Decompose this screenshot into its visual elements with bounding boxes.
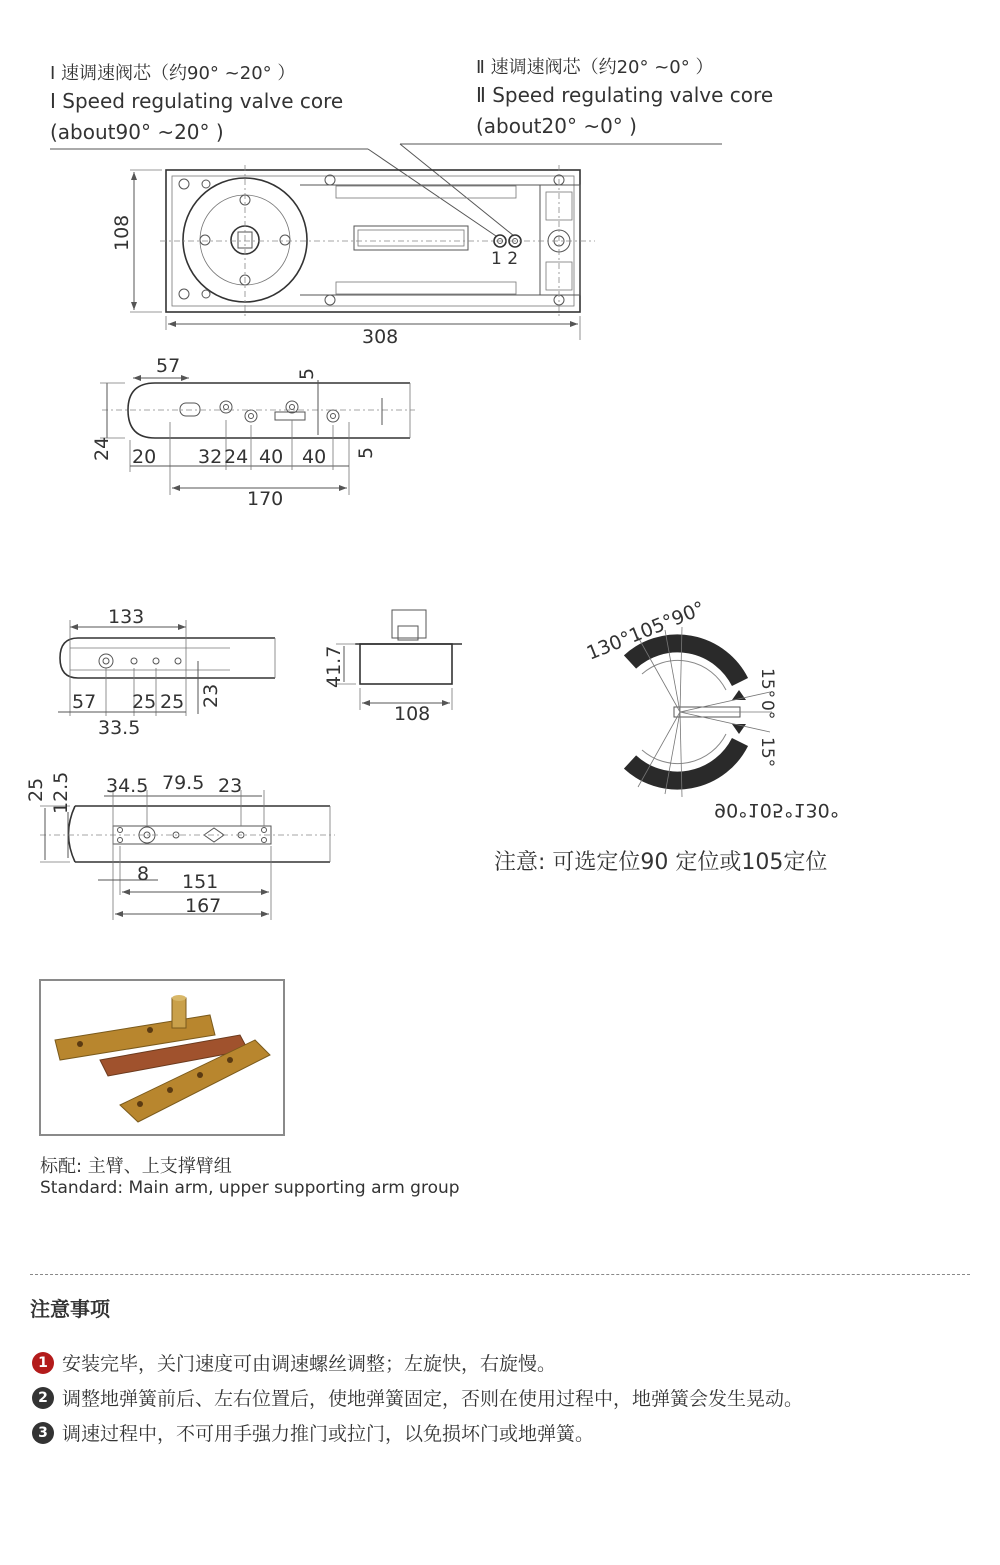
dim-main-height: 108 — [111, 214, 133, 251]
dim-arm-25a: 25 — [132, 691, 157, 713]
positioning-note: 注意: 可选定位90 定位或105定位 — [494, 850, 828, 875]
callout-left-en2: (about90° ~20° ) — [50, 120, 224, 144]
dim-low-8: 8 — [137, 863, 150, 885]
note-item-2 — [32, 1384, 803, 1411]
angle-diagram — [630, 627, 772, 797]
dim-low-151: 151 — [182, 871, 219, 893]
dim-plate-24: 24 — [91, 436, 113, 461]
number-circle-icon: 2 — [32, 1387, 54, 1409]
dashed-divider — [30, 1274, 970, 1275]
note-text-3: 调速过程中，不可用手强力推门或拉门，以免损坏门或地弹簧。 — [62, 1423, 595, 1445]
number-circle-icon: 3 — [32, 1422, 54, 1444]
standard-arm-photo — [40, 980, 284, 1135]
note-item-3 — [32, 1419, 594, 1446]
dim-plate-5-right: 5 — [355, 446, 377, 459]
side-view-drawing — [336, 610, 462, 710]
angle-label-15b: 15° — [757, 737, 777, 768]
dim-low-34-5: 34.5 — [106, 775, 149, 797]
callout-right-zh: Ⅱ 速调速阀芯（约20° ~0° ） — [476, 57, 714, 78]
dim-low-167: 167 — [185, 895, 222, 917]
angle-label-0: 0° — [757, 700, 777, 720]
dim-low-25: 25 — [25, 777, 47, 802]
notes-title: 注意事项 — [30, 1297, 110, 1321]
callout-right-en1: Ⅱ Speed regulating valve core — [476, 83, 774, 107]
dim-plate-57: 57 — [156, 355, 181, 377]
dim-arm-133: 133 — [108, 606, 145, 628]
dim-side-41-7: 41.7 — [323, 645, 345, 688]
dim-arm-33-5: 33.5 — [98, 717, 141, 739]
standard-caption-en: Standard: Main arm, upper supporting arm group — [40, 1178, 460, 1198]
dim-plate-40b: 40 — [302, 446, 327, 468]
dim-plate-170: 170 — [247, 488, 284, 510]
dim-arm-25b: 25 — [160, 691, 185, 713]
dim-plate-20: 20 — [132, 446, 157, 468]
dim-arm-23: 23 — [200, 683, 222, 708]
callout-left-en1: Ⅰ Speed regulating valve core — [50, 89, 344, 113]
callout-left-leader — [368, 149, 496, 236]
number-circle-icon: 1 — [32, 1352, 54, 1374]
dim-plate-24b: 24 — [224, 446, 249, 468]
dim-side-108: 108 — [394, 703, 431, 725]
dim-main-length: 308 — [362, 326, 399, 348]
callout-right-leader — [400, 144, 514, 236]
angle-label-top: 130°105°90° — [583, 597, 708, 665]
note-text-1: 安装完毕，关门速度可由调速螺丝调整；左旋快，右旋慢。 — [62, 1353, 557, 1375]
note-text-2: 调整地弹簧前后、左右位置后，使地弹簧固定，否则在使用过程中，地弹簧会发生晃动。 — [62, 1388, 804, 1410]
angle-label-15a: 15° — [757, 668, 777, 699]
dim-low-79-5: 79.5 — [162, 772, 205, 794]
pivot-plate-drawing — [100, 375, 415, 495]
note-item-1 — [32, 1349, 556, 1376]
valve-numbers-label: 1 2 — [491, 249, 519, 269]
dim-plate-5-top: 5 — [296, 367, 318, 380]
dim-low-23: 23 — [218, 775, 243, 797]
callout-right-en2: (about20° ~0° ) — [476, 114, 637, 138]
dim-plate-40a: 40 — [259, 446, 284, 468]
floor-spring-top-view — [160, 165, 595, 318]
callout-left-zh: Ⅰ 速调速阀芯（约90° ~20° ） — [50, 63, 296, 84]
dim-arm-57: 57 — [72, 691, 97, 713]
angle-label-bottom: 90°105°130° — [714, 799, 840, 821]
dim-plate-32: 32 — [198, 446, 223, 468]
standard-caption-zh: 标配: 主臂、上支撑臂组 — [40, 1156, 232, 1177]
dim-low-12-5: 12.5 — [50, 771, 72, 814]
